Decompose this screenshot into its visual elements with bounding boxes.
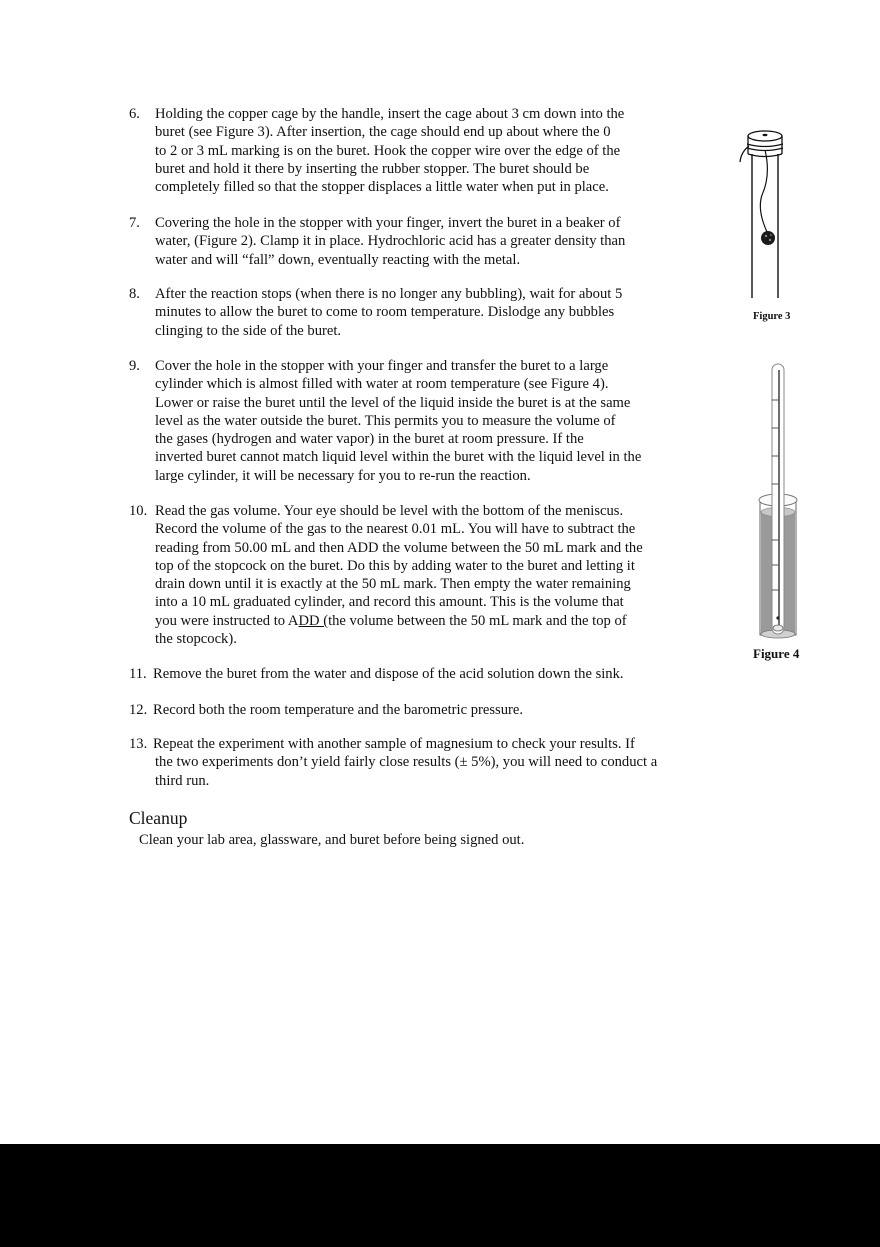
black-bottom-band [0,1144,880,1247]
step-number: 12. [129,702,148,718]
step-6 [129,105,672,196]
step-number: 10. [129,503,148,519]
step-8 [129,285,622,340]
step-number: 11. [129,666,147,682]
step-line: buret and hold it there by inserting the rubber stopper. The buret should be [155,160,590,177]
step-text: you were instructed to A [155,612,299,629]
step-number: 7. [129,215,140,231]
step-number: 8. [129,286,140,302]
step-line: Repeat the experiment with another sample of magnesium to check your results. If [153,736,635,752]
figure-4-caption: Figure 4 [753,646,800,661]
underlined-text: DD ( [298,612,329,629]
figure-3-caption: Figure 3 [753,311,791,322]
cleanup-heading: Cleanup [129,808,188,828]
step-7 [129,214,625,269]
step-line: Covering the hole in the stopper with your finger, invert the buret in a beaker of [155,215,621,231]
step-11 [129,665,624,683]
step-10 [129,502,643,648]
step-line: the gases (hydrogen and water vapor) in the buret at room pressure. If the [155,431,584,448]
step-line: water and will “fall” down, eventually reacting with the metal. [155,251,521,268]
buret-in-cylinder-illustration [748,360,808,645]
step-line: the stopcock). [155,631,237,648]
step-line: Remove the buret from the water and dispose of the acid solution down the sink. [153,666,624,682]
step-line: level as the water outside the buret. This permits you to measure the volume of [155,412,616,429]
step-line: Read the gas volume. Your eye should be level with the bottom of the meniscus. [155,503,624,519]
step-line: Cover the hole in the stopper with your finger and transfer the buret to a large [155,358,609,374]
step-line: third run. [155,772,210,789]
step-line [155,612,643,630]
step-line: the two experiments don’t yield fairly close results (± 5%), you will need to conduct a [155,754,658,771]
figure-4 [748,360,808,665]
step-12 [129,701,523,719]
step-line: After the reaction stops (when there is no longer any bubbling), wait for about 5 [155,286,623,302]
step-line: large cylinder, it will be necessary for you to re-run the reaction. [155,467,531,484]
step-line: drain down until it is exactly at the 50 mL mark. Then empty the water remaining [155,576,631,593]
step-line: completely filled so that the stopper displaces a little water when put in place. [155,179,609,196]
step-line: buret (see Figure 3). After insertion, the cage should end up about where the 0 [155,124,611,141]
step-line: clinging to the side of the buret. [155,322,342,339]
step-line: Holding the copper cage by the handle, insert the cage about 3 cm down into the [155,106,625,122]
step-text: the volume between the 50 mL mark and the top of [328,612,627,629]
step-line: cylinder which is almost filled with water at room temperature (see Figure 4). [155,376,609,393]
step-line: into a 10 mL graduated cylinder, and record this amount. This is the volume that [155,594,624,611]
step-number: 6. [129,106,140,122]
step-line: minutes to allow the buret to come to room temperature. Dislodge any bubbles [155,304,615,321]
step-13 [129,735,657,790]
step-line: to 2 or 3 mL marking is on the buret. Hook the copper wire over the edge of the [155,142,621,159]
cleanup-text: Clean your lab area, glassware, and buret before being signed out. [139,832,525,848]
step-9 [129,357,641,485]
step-line: reading from 50.00 mL and then ADD the volume between the 50 mL mark and the [155,539,643,556]
step-line: Record the volume of the gas to the nearest 0.01 mL. You will have to subtract the [155,521,636,538]
step-number: 13. [129,736,148,752]
step-line: Record both the room temperature and the barometric pressure. [153,702,523,718]
step-line: water, (Figure 2). Clamp it in place. Hydrochloric acid has a greater density than [155,233,626,250]
step-line: Lower or raise the buret until the level of the liquid inside the buret is at the same [155,394,631,411]
step-line: top of the stopcock on the buret. Do this by adding water to the buret and letting it [155,557,635,574]
step-number: 9. [129,358,140,374]
buret-with-cage-illustration [735,120,795,310]
figure-3 [735,120,795,330]
step-line: inverted buret cannot match liquid level within the buret with the liquid level in the [155,449,642,466]
